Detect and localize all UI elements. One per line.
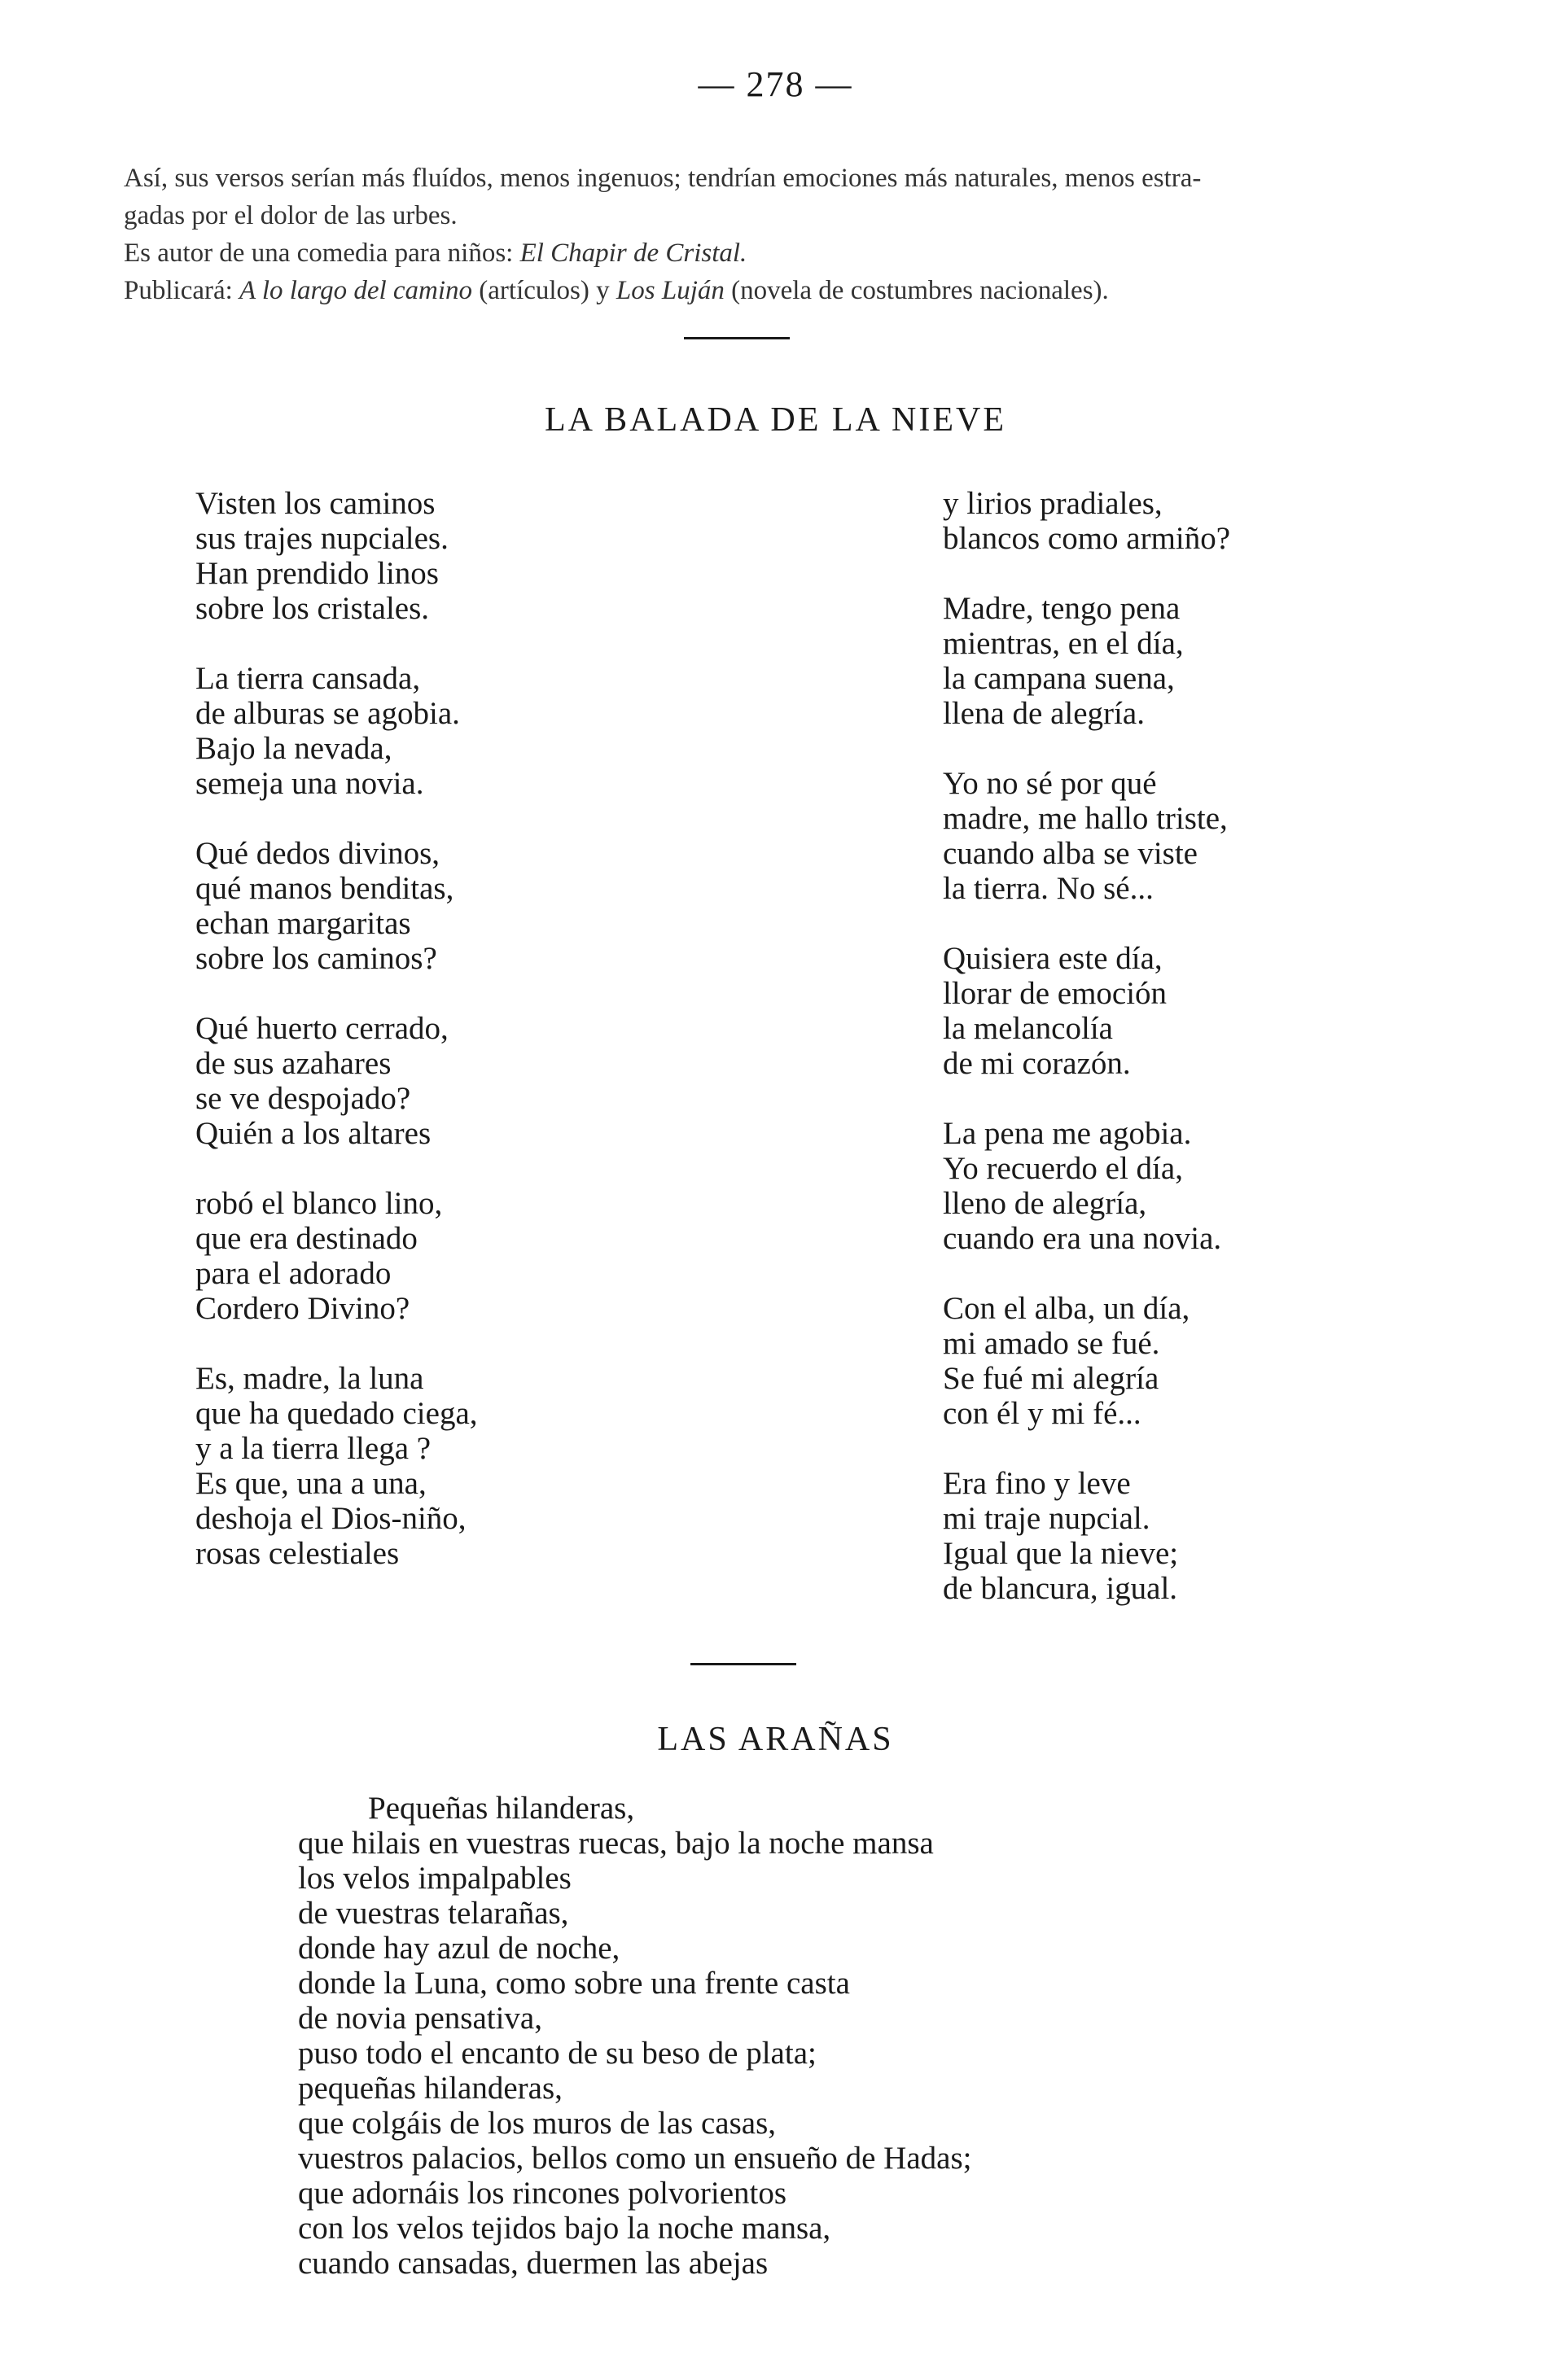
intro-comedy (124, 234, 1426, 272)
verse-line: que ha quedado ciega, (195, 1396, 478, 1431)
stanza (195, 661, 700, 801)
verse-line: cuando alba se viste (943, 836, 1198, 871)
verse-line: Qué huerto cerrado, (195, 1011, 449, 1046)
stanza (195, 1361, 700, 1571)
verse-line: semeja una novia. (195, 766, 424, 801)
section-divider (684, 337, 790, 339)
verse-line: Quién a los altares (195, 1116, 432, 1151)
stanza (943, 941, 1448, 1081)
verse-line: Yo recuerdo el día, (943, 1151, 1183, 1186)
verse-line: Visten los caminos (195, 486, 436, 521)
intro-publications (124, 272, 1426, 309)
verse-line: Madre, tengo pena (943, 591, 1181, 626)
verse-line: sus trajes nupciales. (195, 521, 449, 556)
verse-line: con él y mi fé... (943, 1396, 1141, 1431)
stanza (943, 1116, 1448, 1256)
verse-line: Se fué mi alegría (943, 1361, 1159, 1396)
verse-line: puso todo el encanto de su beso de plata; (298, 2036, 817, 2071)
intro-text (124, 160, 1426, 309)
stanza (195, 836, 700, 976)
page-number: — 278 — (698, 64, 853, 104)
verse-line: cuando cansadas, duermen las abejas (298, 2246, 769, 2281)
verse-line: sobre los caminos? (195, 941, 437, 976)
verse-line: se ve despojado? (195, 1081, 411, 1116)
poem-body (298, 1791, 1356, 2281)
verse-line: donde la Luna, como sobre una frente casta (298, 1966, 850, 2001)
verse-line: vuestros palacios, bellos como un ensueño de Hadas; (298, 2141, 972, 2176)
verse-line: de mi corazón. (943, 1046, 1131, 1081)
section-divider (690, 1663, 796, 1665)
verse-line: de vuestras telarañas, (298, 1896, 569, 1931)
book-title: A lo largo del camino (239, 276, 473, 305)
verse-line: La pena me agobia. (943, 1116, 1192, 1151)
stanza (943, 1466, 1448, 1606)
verse-line: madre, me hallo triste, (943, 801, 1228, 836)
poem-column-left (195, 486, 700, 1606)
poem-title: LAS ARAÑAS (657, 1721, 894, 1758)
stanza (943, 1291, 1448, 1431)
stanza (195, 1186, 700, 1326)
verse-line: con los velos tejidos bajo la noche mansa, (298, 2211, 831, 2246)
intro-text-span: (novela de costumbres nacionales). (724, 276, 1109, 305)
verse-line: mi amado se fué. (943, 1326, 1160, 1361)
verse-line: Es, madre, la luna (195, 1361, 424, 1396)
stanza (195, 486, 700, 626)
verse-line: Yo no sé por qué (943, 766, 1157, 801)
verse-line: mientras, en el día, (943, 626, 1184, 661)
verse-line: que era destinado (195, 1221, 418, 1256)
verse-line: cuando era una novia. (943, 1221, 1222, 1256)
intro-text-span: (artículos) y (472, 276, 616, 305)
intro-text-span: Es autor de una comedia para niños: (124, 238, 520, 268)
verse-line: La tierra cansada, (195, 661, 421, 696)
verse-line: Era fino y leve (943, 1466, 1131, 1501)
verse-line: llorar de emoción (943, 976, 1168, 1011)
book-title: Los Luján (616, 276, 725, 305)
verse-line: que adornáis los rincones polvorientos (298, 2176, 787, 2211)
verse-line: que colgáis de los muros de las casas, (298, 2106, 777, 2141)
verse-line: la melancolía (943, 1011, 1113, 1046)
verse-line: pequeñas hilanderas, (298, 2071, 563, 2106)
verse-line: Con el alba, un día, (943, 1291, 1190, 1326)
verse-line: qué manos benditas, (195, 871, 454, 906)
verse-line: Pequeñas hilanderas, (368, 1791, 635, 1826)
verse-line: deshoja el Dios-niño, (195, 1501, 467, 1536)
verse-line: sobre los cristales. (195, 591, 430, 626)
verse-line: Qué dedos divinos, (195, 836, 440, 871)
verse-line: Bajo la nevada, (195, 731, 392, 766)
verse-line: los velos impalpables (298, 1861, 572, 1896)
comedy-title: El Chapir de Cristal. (519, 238, 747, 268)
stanza (943, 486, 1448, 556)
verse-line: llena de alegría. (943, 696, 1145, 731)
verse-line: blancos como armiño? (943, 521, 1231, 556)
verse-line: mi traje nupcial. (943, 1501, 1150, 1536)
verse-line: echan margaritas (195, 906, 411, 941)
verse-line: rosas celestiales (195, 1536, 400, 1571)
verse-line: de alburas se agobia. (195, 696, 460, 731)
verse-line: de novia pensativa, (298, 2001, 542, 2036)
verse-line: robó el blanco lino, (195, 1186, 443, 1221)
verse-line: Han prendido linos (195, 556, 439, 591)
verse-line: que hilais en vuestras ruecas, bajo la noche mansa (298, 1826, 934, 1861)
verse-line: para el adorado (195, 1256, 392, 1291)
verse-line: Cordero Divino? (195, 1291, 410, 1326)
intro-text-span: Publicará: (124, 276, 240, 305)
intro-line: gadas por el dolor de las urbes. (124, 201, 458, 230)
verse-line: Es que, una a una, (195, 1466, 427, 1501)
verse-line: Igual que la nieve; (943, 1536, 1179, 1571)
poem-title: LA BALADA DE LA NIEVE (545, 401, 1006, 439)
verse-line: lleno de alegría, (943, 1186, 1147, 1221)
verse-line: y lirios pradiales, (943, 486, 1163, 521)
verse-line: la campana suena, (943, 661, 1175, 696)
poem-column-right (943, 486, 1448, 1641)
verse-line: de sus azahares (195, 1046, 392, 1081)
intro-line: Así, sus versos serían más fluídos, menos ingenuos; tendrían emociones más naturales, menos estra- (124, 164, 1202, 193)
verse-line: y a la tierra llega ? (195, 1431, 432, 1466)
verse-line: de blancura, igual. (943, 1571, 1178, 1606)
verse-line: donde hay azul de noche, (298, 1931, 620, 1966)
stanza (943, 591, 1448, 731)
verse-line: la tierra. No sé... (943, 871, 1154, 906)
verse-line: Quisiera este día, (943, 941, 1163, 976)
stanza (943, 766, 1448, 906)
stanza (195, 1011, 700, 1151)
